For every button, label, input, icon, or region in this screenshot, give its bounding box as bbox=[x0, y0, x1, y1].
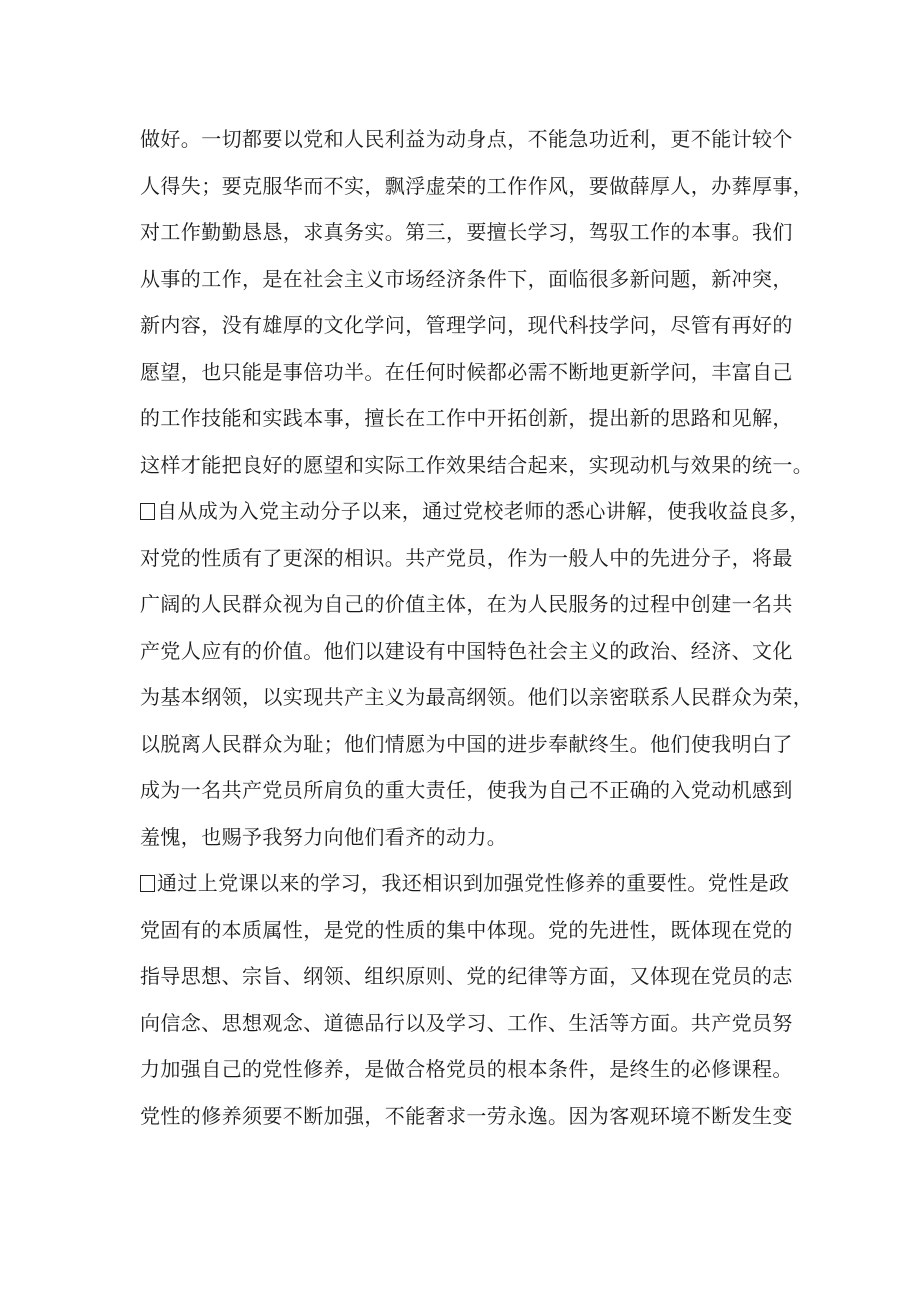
text-line: 对工作勤勤恳恳，求真务实。第三，要擅长学习，驾驭工作的本事。我们 bbox=[140, 220, 793, 244]
text-line: 指导思想、宗旨、纲领、组织原则、党的纪律等方面，又体现在党员的志 bbox=[140, 964, 793, 988]
text-line: 从事的工作，是在社会主义市场经济条件下，面临很多新问题，新冲突， bbox=[140, 266, 793, 291]
text-line: 愿望，也只能是事倍功半。在任何时候都必需不断地更新学问，丰富自己 bbox=[140, 359, 793, 384]
text-line: 通过上党课以来的学习，我还相识到加强党性修养的重要性。党性是政 bbox=[157, 871, 790, 895]
text-line: 成为一名共产党员所肩负的重大责任，使我为自己不正确的入党动机感到 bbox=[140, 778, 793, 802]
paragraph-start-line bbox=[140, 860, 810, 907]
text-line: 产党人应有的价值。他们以建设有中国特色社会主义的政治、经济、文化 bbox=[140, 638, 793, 663]
text-line: 向信念、思想观念、道德品行以及学习、工作、生活等方面。共产党员努 bbox=[140, 1010, 793, 1035]
paragraph-marker-icon bbox=[140, 503, 155, 520]
text-line: 对党的性质有了更深的相识。共产党员，作为一般人中的先进分子，将最 bbox=[140, 545, 793, 570]
text-line: 的工作技能和实践本事，擅长在工作中开拓创新，提出新的思路和见解， bbox=[140, 406, 793, 430]
text-line: 人得失；要克服华而不实，飘浮虚荣的工作作风，要做薛厚人，办葬厚事， bbox=[140, 173, 814, 198]
body-text bbox=[140, 116, 814, 1139]
text-line: 羞愧，也赐予我努力向他们看齐的动力。 bbox=[140, 824, 508, 849]
text-line: 这样才能把良好的愿望和实际工作效果结合起来，实现动机与效果的统一。 bbox=[140, 452, 814, 477]
text-line: 做好。一切都要以党和人民利益为动身点，不能急功近利，更不能计较个 bbox=[140, 127, 793, 151]
text-line: 自从成为入党主动分子以来，通过党校老师的悉心讲解，使我收益良多， bbox=[157, 499, 810, 523]
paragraph-marker-icon bbox=[140, 875, 155, 892]
text-line: 党性的修养须要不断加强，不能奢求一劳永逸。因为客观环境不断发生变 bbox=[140, 1103, 793, 1128]
text-line: 为基本纲领，以实现共产主义为最高纲领。他们以亲密联系人民群众为荣， bbox=[140, 685, 814, 709]
text-line: 以脱离人民群众为耻；他们情愿为中国的进步奉献终生。他们使我明白了 bbox=[140, 731, 793, 756]
text-line: 党固有的本质属性，是党的性质的集中体现。党的先进性，既体现在党的 bbox=[140, 917, 793, 942]
paragraph-start-line bbox=[140, 488, 810, 535]
text-line: 广阔的人民群众视为自己的价值主体，在为人民服务的过程中创建一名共 bbox=[140, 592, 793, 616]
text-line: 力加强自己的党性修养，是做合格党员的根本条件，是终生的必修课程。 bbox=[140, 1057, 793, 1081]
text-line: 新内容，没有雄厚的文化学问，管理学问，现代科技学问，尽管有再好的 bbox=[140, 313, 793, 337]
